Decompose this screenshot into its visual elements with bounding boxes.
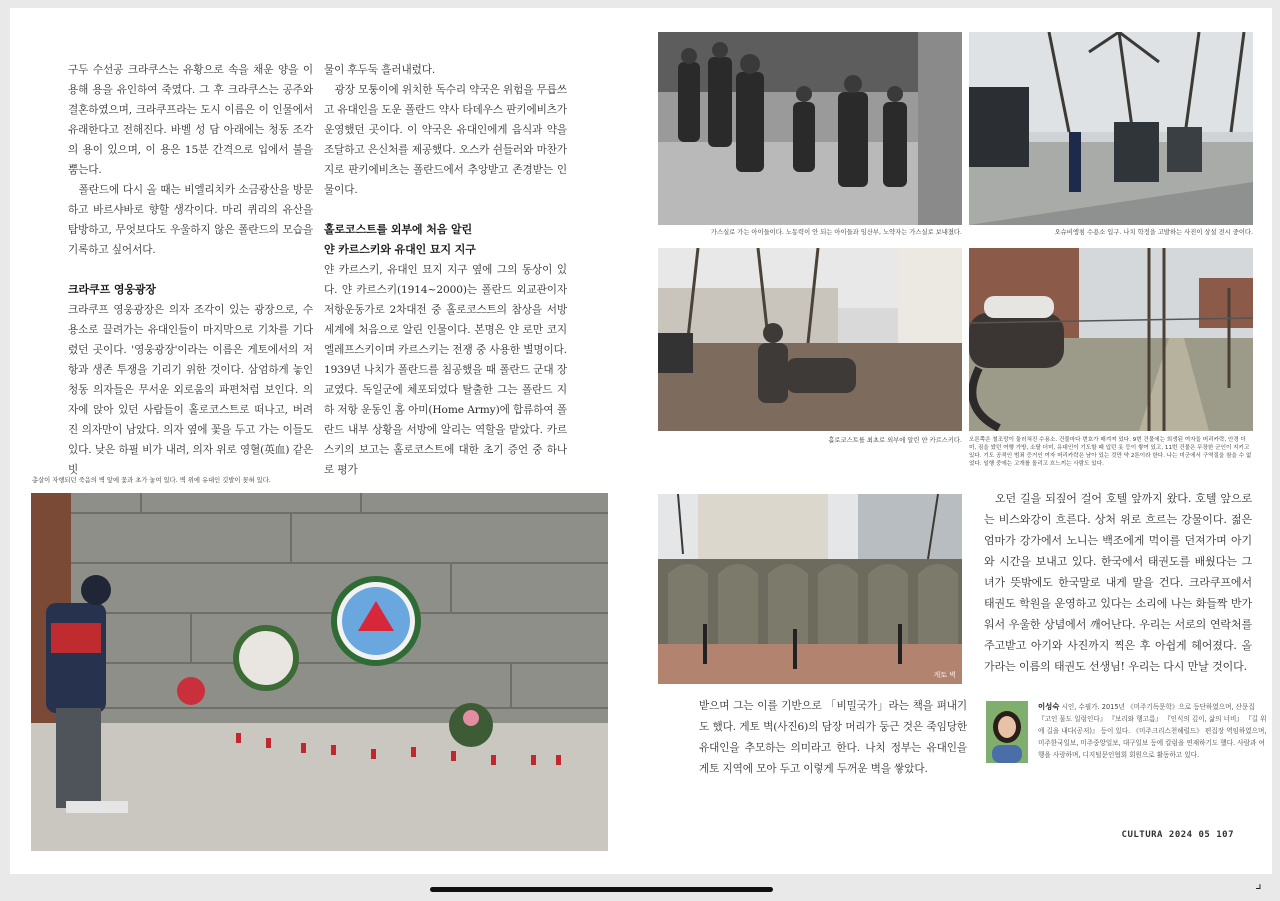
resize-corner-icon[interactable]: ⌟: [1255, 876, 1262, 892]
photo-caption: 오슈비엥침 수용소 입구. 나치 학정을 고발하는 사진이 상설 전시 중이다.: [1054, 229, 1253, 236]
author-description: 시인, 수필가. 2015년 《미주기독문학》으로 등단하였으며, 산문집 『고인 물도 일렁인다』 『보리와 행고름』 『인식의 깊이, 삶의 너비』 『길 위에 길을 내다(공저)』 등이 있다. 《미주크리스천헤럴드》 편집장 역임하였으며, 미주한국일보, 미주중앙일보, 대구일보 등에 칼럼을 연재하기도 했다. 사람과 여행을 사랑하며, 디지털문인협회 회원으로 활동하고 있다.: [1038, 703, 1267, 759]
paragraph: 광장 모퉁이에 위치한 독수리 약국은 위험을 무릅쓰고 유대인을 도운 폴란드 약사 타데우스 판키에비츠가 운영했던 곳이다. 이 약국은 유대인에게 음식과 약을 조달하고 은신처를 제공했다. 오스카 쉰들러와 마찬가지로 판키에비츠는 폴란드에서 추앙받고 존경받는 인물이다.: [324, 84, 568, 196]
left-column-1: [68, 60, 313, 480]
camp-entrance-photo: [969, 32, 1253, 225]
section-heading: 크라쿠프 영웅광장: [68, 283, 156, 296]
right-page: [641, 8, 1272, 874]
photo-caption: 게토 벽: [933, 671, 956, 679]
karski-statue-photo: [658, 248, 962, 431]
paragraph: 크라쿠프 영웅광장은 의자 조각이 있는 광장으로, 수용소로 끌려가는 유대인들이 마지막으로 기차를 기다렸던 곳이다. '영웅광장'이라는 이름은 게토에서의 저항과 생존 투쟁을 기리기 위한 것이다. 삼엄하게 놓인 청동 의자들은 무서운 외로움의 파편처럼 보인다. 의자에 앉아 있던 사람들이 홀로코스트로 떠나고, 버려진 의자만이 남았다. 의자 옆에 꽃을 두고 가는 이들도 있다. 낮은 하필 비가 내려, 의자 위로 영혈(英血) 같은 빗: [68, 304, 313, 476]
magazine-spread: [10, 8, 1272, 874]
children-photo: [658, 32, 962, 225]
page-footer: CULTURA 2024 05 107: [1121, 830, 1234, 840]
photo-caption: 총살이 자행되던 죽음의 벽 앞에 꽃과 초가 놓여 있다. 벽 위에 유대인 깃발이 꽂혀 있다.: [32, 477, 271, 484]
paragraph: 구두 수선공 크라쿠스는 유황으로 속을 채운 양을 이용해 용을 유인하여 죽였다. 그 후 크라쿠스는 공주와 결혼하였으며, 크라쿠프라는 도시 이름은 이 인물에서 유래한다고 전해진다. 바벨 성 담 아래에는 청동 조각의 용이 있으며, 이 용은 15분 간격으로 입에서 불을 뿜는다.: [68, 64, 313, 176]
home-indicator[interactable]: [430, 887, 773, 892]
paragraph: 받으며 그는 이를 기반으로 「비밀국가」라는 책을 펴내기도 했다. 게토 벽(사진6)의 담장 머리가 둥근 것은 죽임당한 유대인을 추모하는 의미라고 한다. 나치 정부는 유대인을 게토 지역에 모아 두고 이렇게 두꺼운 벽을 쌓았다.: [699, 700, 967, 775]
death-wall-photo: [31, 493, 608, 851]
right-column-text: [984, 488, 1252, 677]
paragraph: 오던 길을 되짚어 걸어 호텔 앞까지 왔다. 호텔 앞으로는 비스와강이 흐른다. 상처 위로 흐르는 강물이다. 젊은 엄마가 강가에서 노니는 백조에게 먹이를 던져가며 아기와 시간을 보내고 있다. 한국에서 태권도를 배웠다는 그녀가 뜻밖에도 한국말로 내게 말을 건다. 크라쿠프에서 태권도 학원을 운영하고 있다는 소리에 나는 화들짝 반가워서 우울한 상념에서 깨어난다. 우리는 서로의 연락처를 주고받고 아기와 사진까지 찍은 후 아쉽게 헤어졌다. 올가라는 이름의 태권도 선생님! 우리는 다시 만날 것이다.: [984, 492, 1252, 673]
photo-caption: 홀로코스트를 최초로 외부에 알린 얀 카르스키다.: [828, 437, 962, 444]
paragraph: 물이 후두둑 흘러내렸다.: [324, 64, 436, 76]
paragraph: 얀 카르스키, 유대인 묘지 지구 옆에 그의 동상이 있다. 얀 카르스키(1914~2000)는 폴란드 외교관이자 저항운동가로 2차대전 중 홀로코스트의 참상을 서방 세계에 처음으로 알린 인물이다. 본명은 얀 로만 코지엘레프스키이며 카르스키는 전쟁 중 사용한 별명이다. 1939년 나치가 폴란드를 침공했을 때 폴란드 군대 장교였다. 독일군에 체포되었다 탈출한 그는 폴란드 지하 저항 운동인 홈 아미(Home Army)에 합류하여 폴란드 내부 상황을 서방에 알리는 역할을 맡았다. 카르스키의 보고는 홀로코스트에 대한 초기 증언 중 하나로 평가: [324, 264, 567, 476]
author-bio: [1038, 701, 1268, 761]
author-photo: [986, 701, 1028, 763]
author-name: 이성숙: [1038, 702, 1060, 711]
right-bottom-text: [699, 696, 967, 780]
section-heading: 홀로코스트를 외부에 처음 알린: [324, 223, 473, 236]
photo-caption: 가스실로 가는 아이들이다. 노동력이 안 되는 아이들과 임산부, 노약자는 가스실로 보내졌다.: [710, 229, 962, 236]
ghetto-wall-photo: [658, 494, 962, 684]
paragraph: 폴란드에 다시 올 때는 비엘리치카 소금광산을 방문하고 바르샤바로 향할 생각이다. 마리 퀴리의 유산을 탐방하고, 무엇보다도 우울하지 않은 폴란드의 모습을 기록하고 싶어서다.: [68, 184, 313, 256]
photo-caption: 오른쪽은 철조망이 둘러쳐진 수용소. 건물마다 번호가 매겨져 있다. 9번 건물에는 희생된 여자들 머리카락, 안경 더미, 짐을 쌌던 여행 가방, 소탈 더미, 유대인이 기도할 때 입던 옷 등이 쌓여 있고, 11번 건물은 무장한 군인이 지키고 있다. 기도 공적인 범죄 증거인 여자 머리카락은 남아 있는 것만 약 2톤이라 한다. 나는 미군에서 구역질을 참을 수 없었다. 일행 중에는 고개를 돌리고 흐느끼는 사람도 있다.: [969, 437, 1252, 467]
left-page: [10, 8, 641, 874]
barbed-wire-photo: [969, 248, 1253, 431]
left-column-2: [324, 60, 567, 480]
section-heading: 얀 카르스키와 유대인 묘지 지구: [324, 243, 476, 256]
